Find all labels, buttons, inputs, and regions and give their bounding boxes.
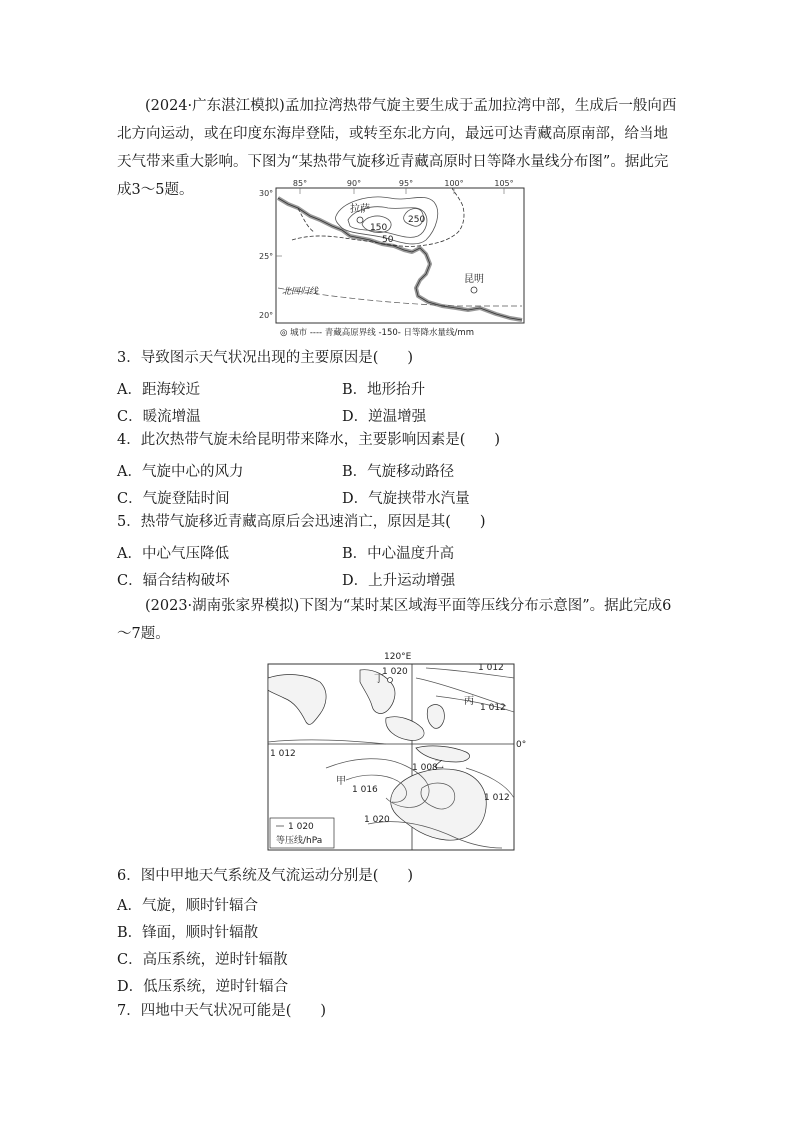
map1-legend: ◎ 城市 ---- 青藏高原界线 -150- 日等降水量线/mm <box>280 328 474 338</box>
iso-50: 50 <box>382 235 394 245</box>
q6-option-a[interactable]: A．气旋，顺时针辐合 <box>117 898 258 914</box>
label-1012-lowright: 1 012 <box>484 793 510 803</box>
label-1020-top: 1 020 <box>382 667 408 677</box>
iso-250: 250 <box>408 215 426 225</box>
q5-option-a[interactable]: A．中心气压降低 <box>117 546 229 562</box>
lon-label-100: 100° <box>444 180 464 188</box>
q4-option-a[interactable]: A．气旋中心的风力 <box>117 464 244 480</box>
q3-option-d[interactable]: D．逆温增强 <box>342 409 427 425</box>
q5-option-b[interactable]: B．中心温度升高 <box>342 546 455 562</box>
label-yi: 乙 <box>434 760 444 771</box>
q4-option-c[interactable]: C．气旋登陆时间 <box>117 491 230 507</box>
label-1012-right: 1 012 <box>480 703 506 713</box>
q6-option-b[interactable]: B．锋面，顺时针辐散 <box>117 925 259 941</box>
label-1008: 1 008 <box>412 763 438 773</box>
lat-label-25: 25° <box>259 252 274 261</box>
q3-option-b[interactable]: B．地形抬升 <box>342 382 426 398</box>
q4-option-d[interactable]: D．气旋挟带水汽量 <box>342 491 470 507</box>
kunming-label: 昆明 <box>464 274 484 285</box>
equator-label: 0° <box>516 740 527 750</box>
q6-stem: 6．图中甲地天气系统及气流运动分别是( ) <box>117 868 414 884</box>
label-1020-bottom: 1 020 <box>364 815 390 825</box>
q7-stem: 7．四地中天气状况可能是( ) <box>117 1003 327 1019</box>
q5-stem: 5．热带气旋移近青藏高原后会迅速消亡，原因是其( ) <box>117 514 486 530</box>
label-1012-left: 1 012 <box>270 749 296 759</box>
q3-stem: 3．导致图示天气状况出现的主要原因是( ) <box>117 350 414 366</box>
label-ding: 丁 <box>374 674 384 685</box>
q3-option-c[interactable]: C．暖流增温 <box>117 409 201 425</box>
legend-value: 1 020 <box>288 822 314 832</box>
ding-marker <box>388 678 393 683</box>
tropic-label: 北回归线 <box>282 287 319 297</box>
intro-paragraph-1: (2024·广东湛江模拟)孟加拉湾热带气旋主要生成于孟加拉湾中部，生成后一般向西北方向运动，或在印度东海岸登陆，或转至东北方向，最远可达青藏高原南部，给当地天气带来重大影响。下图为“某热带气旋移近青藏高原时日等降水量线分布图”。据此完成3～5题。 <box>117 98 677 198</box>
q6-option-c[interactable]: C．高压系统，逆时针辐散 <box>117 952 288 968</box>
q4-stem: 4．此次热带气旋未给昆明带来降水，主要影响因素是( ) <box>117 432 501 448</box>
q5-option-d[interactable]: D．上升运动增强 <box>342 573 456 589</box>
q4-option-b[interactable]: B．气旋移动路径 <box>342 464 455 480</box>
q6-option-d[interactable]: D．低压系统，逆时针辐合 <box>117 979 289 995</box>
lhasa-marker <box>357 217 363 223</box>
label-jia: 甲 <box>336 776 346 787</box>
isobar-map <box>266 648 530 854</box>
q5-option-c[interactable]: C．辐合结构破坏 <box>117 573 230 589</box>
lat-label-30: 30° <box>259 189 274 198</box>
q3-option-a[interactable]: A．距海较近 <box>117 382 200 398</box>
lon-label-90: 90° <box>346 180 362 188</box>
meridian-label: 120°E <box>384 652 412 662</box>
lon-label-85: 85° <box>292 180 308 188</box>
lon-label-95: 95° <box>398 180 414 188</box>
kunming-marker <box>471 287 477 293</box>
intro-paragraph-2: (2023·湖南张家界模拟)下图为“某时某区域海平面等压线分布示意图”。据此完成6～7题。 <box>117 598 672 642</box>
lhasa-label: 拉萨 <box>350 204 370 215</box>
lon-label-105: 105° <box>494 180 514 188</box>
precipitation-map <box>258 180 530 340</box>
label-1012-topright: 1 012 <box>478 663 504 673</box>
label-1016: 1 016 <box>352 785 378 795</box>
iso-150: 150 <box>370 223 388 233</box>
label-bing: 丙 <box>464 696 474 707</box>
lat-label-20: 20° <box>259 311 274 320</box>
legend-unit: 等压线/hPa <box>276 836 323 846</box>
